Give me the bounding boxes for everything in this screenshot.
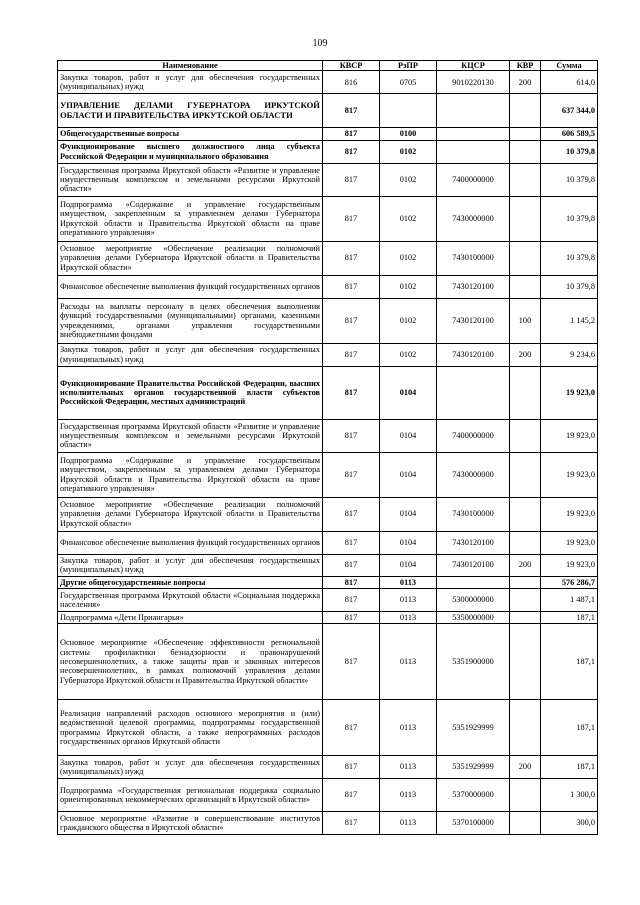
cell-kcsr: 7430100000 — [437, 497, 510, 531]
cell-sum: 187,1 — [541, 700, 598, 756]
cell-kvr — [510, 779, 541, 812]
cell-name: Финансовое обеспечение выполнения функций государственных органов — [58, 531, 323, 554]
table-row — [58, 241, 598, 275]
cell-kcsr: 5351929999 — [437, 700, 510, 756]
cell-name: Подпрограмма «Содержание и управление государственным имуществом, закрепленным за управлением делами Губернатора Иркутской области и Правительства Иркутской области на праве оперативного управления» — [58, 452, 323, 497]
cell-rzpr: 0705 — [380, 71, 437, 94]
table-row — [58, 71, 598, 94]
cell-rzpr: 0102 — [380, 343, 437, 366]
cell-rzpr: 0113 — [380, 812, 437, 835]
table-row — [58, 779, 598, 812]
cell-kvr: 200 — [510, 756, 541, 779]
cell-name: Закупка товаров, работ и услуг для обеспечения государственных (муниципальных) нужд — [58, 554, 323, 576]
cell-kvr — [510, 241, 541, 275]
header-name: Наименование — [58, 61, 323, 71]
table-row — [58, 196, 598, 241]
cell-kvr: 100 — [510, 298, 541, 343]
cell-sum: 19 923,0 — [541, 366, 598, 419]
cell-name: УПРАВЛЕНИЕ ДЕЛАМИ ГУБЕРНАТОРА ИРКУТСКОЙ ОБЛАСТИ И ПРАВИТЕЛЬСТВА ИРКУТСКОЙ ОБЛАСТИ — [58, 94, 323, 128]
table-row — [58, 94, 598, 128]
table-row — [58, 611, 598, 623]
cell-kvsr: 817 — [323, 241, 380, 275]
cell-rzpr: 0113 — [380, 576, 437, 588]
cell-sum: 187,1 — [541, 756, 598, 779]
cell-kvsr: 817 — [323, 298, 380, 343]
cell-sum: 637 344,0 — [541, 94, 598, 128]
cell-name: Основное мероприятие «Развитие и совершенствование институтов гражданского общества в Иркутской области» — [58, 812, 323, 835]
cell-kcsr: 7430100000 — [437, 241, 510, 275]
cell-kvr: 200 — [510, 71, 541, 94]
cell-rzpr: 0104 — [380, 452, 437, 497]
cell-sum: 10 379,8 — [541, 241, 598, 275]
cell-kcsr: 7430120100 — [437, 275, 510, 298]
cell-rzpr: 0113 — [380, 611, 437, 623]
cell-rzpr: 0102 — [380, 275, 437, 298]
table-row — [58, 419, 598, 452]
cell-rzpr: 0113 — [380, 756, 437, 779]
cell-name: Основное мероприятие «Обеспечение реализации полномочий управления делами Губернатора Иркутской области и Правительства Иркутской области» — [58, 241, 323, 275]
cell-kvsr: 817 — [323, 700, 380, 756]
cell-kvsr: 817 — [323, 366, 380, 419]
cell-name: Государственная программа Иркутской области «Развитие и управление имущественным комплексом и земельными ресурсами Иркутской области» — [58, 163, 323, 196]
cell-rzpr: 0102 — [380, 163, 437, 196]
cell-kcsr: 5370100000 — [437, 812, 510, 835]
table-row — [58, 554, 598, 576]
cell-sum: 10 379,8 — [541, 163, 598, 196]
table-row — [58, 756, 598, 779]
cell-name: Подпрограмма «Дети Приангарья» — [58, 611, 323, 623]
cell-kvr — [510, 812, 541, 835]
cell-name: Основное мероприятие «Обеспечение реализации полномочий управления делами Губернатора Иркутской области и Правительства Иркутской области» — [58, 497, 323, 531]
cell-rzpr: 0104 — [380, 531, 437, 554]
cell-kcsr: 7400000000 — [437, 163, 510, 196]
table-row — [58, 624, 598, 700]
cell-sum: 10 379,8 — [541, 140, 598, 163]
cell-kvr — [510, 163, 541, 196]
cell-name: Закупка товаров, работ и услуг для обеспечения государственных (муниципальных) нужд — [58, 343, 323, 366]
cell-kvr — [510, 700, 541, 756]
cell-kcsr: 7430000000 — [437, 452, 510, 497]
table-row — [58, 366, 598, 419]
cell-kvsr: 817 — [323, 128, 380, 140]
cell-kvsr: 817 — [323, 554, 380, 576]
cell-kcsr — [437, 366, 510, 419]
cell-rzpr: 0102 — [380, 196, 437, 241]
cell-rzpr: 0113 — [380, 779, 437, 812]
cell-kvsr: 817 — [323, 196, 380, 241]
cell-sum: 1 145,2 — [541, 298, 598, 343]
budget-table — [57, 60, 598, 835]
table-row — [58, 531, 598, 554]
cell-rzpr: 0100 — [380, 128, 437, 140]
cell-kvr — [510, 128, 541, 140]
cell-kcsr: 5350000000 — [437, 611, 510, 623]
cell-kcsr — [437, 576, 510, 588]
cell-sum: 187,1 — [541, 611, 598, 623]
cell-kvr — [510, 275, 541, 298]
cell-sum: 10 379,8 — [541, 196, 598, 241]
cell-rzpr: 0102 — [380, 140, 437, 163]
cell-name: Другие общегосударственные вопросы — [58, 576, 323, 588]
cell-kvsr: 817 — [323, 624, 380, 700]
table-row — [58, 497, 598, 531]
cell-rzpr: 0113 — [380, 624, 437, 700]
cell-kvsr: 817 — [323, 343, 380, 366]
cell-rzpr: 0102 — [380, 298, 437, 343]
cell-kvsr: 817 — [323, 531, 380, 554]
cell-sum: 614,0 — [541, 71, 598, 94]
cell-kvr — [510, 140, 541, 163]
table-row — [58, 128, 598, 140]
cell-kvsr: 817 — [323, 94, 380, 128]
cell-name: Расходы на выплаты персоналу в целях обеспечения выполнения функций государственными (муниципальными) органами, казенными учреждениями, органами управления государственными внебюджетными фондами — [58, 298, 323, 343]
cell-rzpr: 0104 — [380, 497, 437, 531]
cell-kvsr: 817 — [323, 588, 380, 611]
cell-kvr — [510, 94, 541, 128]
cell-kvsr: 817 — [323, 611, 380, 623]
table-row — [58, 700, 598, 756]
cell-rzpr: 0113 — [380, 588, 437, 611]
cell-kvr: 200 — [510, 554, 541, 576]
cell-kvr — [510, 366, 541, 419]
table-row — [58, 275, 598, 298]
cell-name: Функционирование высшего должностного лица субъекта Российской Федерации и муниципального образования — [58, 140, 323, 163]
table-row — [58, 588, 598, 611]
cell-rzpr: 0113 — [380, 700, 437, 756]
header-kvsr: КВСР — [323, 61, 380, 71]
cell-sum: 19 923,0 — [541, 497, 598, 531]
cell-kcsr: 7430120100 — [437, 298, 510, 343]
cell-name: Государственная программа Иркутской области «Социальная поддержка населения» — [58, 588, 323, 611]
cell-sum: 19 923,0 — [541, 554, 598, 576]
table-row — [58, 812, 598, 835]
cell-kcsr: 9010220130 — [437, 71, 510, 94]
cell-name: Закупка товаров, работ и услуг для обеспечения государственных (муниципальных) нужд — [58, 756, 323, 779]
cell-kvsr: 817 — [323, 163, 380, 196]
cell-kcsr: 7430120100 — [437, 531, 510, 554]
cell-kvsr: 817 — [323, 140, 380, 163]
cell-kcsr: 5370000000 — [437, 779, 510, 812]
cell-name: Реализация направлений расходов основного мероприятия и (или) ведомственной целевой программы, подпрограммы государственной программы Иркутской области, а также непрограммных расходов государственных органов Иркутской области — [58, 700, 323, 756]
cell-rzpr: 0104 — [380, 366, 437, 419]
header-sum: Сумма — [541, 61, 598, 71]
cell-kvr — [510, 531, 541, 554]
cell-sum: 9 234,6 — [541, 343, 598, 366]
table-row — [58, 298, 598, 343]
cell-kvr — [510, 196, 541, 241]
cell-kvsr: 817 — [323, 452, 380, 497]
cell-kcsr — [437, 140, 510, 163]
header-rzpr: РзПР — [380, 61, 437, 71]
cell-kvr — [510, 419, 541, 452]
table-row — [58, 343, 598, 366]
cell-kcsr: 5351929999 — [437, 756, 510, 779]
header-kvr: КВР — [510, 61, 541, 71]
cell-kcsr: 7430000000 — [437, 196, 510, 241]
cell-name: Финансовое обеспечение выполнения функций государственных органов — [58, 275, 323, 298]
cell-sum: 1 300,0 — [541, 779, 598, 812]
cell-rzpr: 0104 — [380, 554, 437, 576]
cell-kcsr: 7430120100 — [437, 554, 510, 576]
cell-kcsr — [437, 128, 510, 140]
cell-kcsr: 7400000000 — [437, 419, 510, 452]
cell-kvr — [510, 588, 541, 611]
cell-kvr: 200 — [510, 343, 541, 366]
table-row — [58, 452, 598, 497]
table-header-row — [58, 61, 598, 71]
cell-kvsr: 817 — [323, 812, 380, 835]
cell-kvsr: 817 — [323, 576, 380, 588]
cell-sum: 187,1 — [541, 624, 598, 700]
cell-kvsr: 817 — [323, 275, 380, 298]
cell-sum: 606 589,5 — [541, 128, 598, 140]
cell-name: Основное мероприятие «Обеспечение эффективности региональной системы профилактики безнадзорности и правонарушений несовершеннолетних, а также защиты прав и законных интересов несовершеннолетних, в рамках полномочий управления делами Губернатора Иркутской области и Правительства Иркутской области» — [58, 624, 323, 700]
cell-kcsr — [437, 94, 510, 128]
cell-kvsr: 817 — [323, 419, 380, 452]
cell-sum: 19 923,0 — [541, 452, 598, 497]
table-row — [58, 163, 598, 196]
cell-kvr — [510, 497, 541, 531]
cell-kvr — [510, 611, 541, 623]
cell-name: Общегосударственные вопросы — [58, 128, 323, 140]
cell-sum: 576 286,7 — [541, 576, 598, 588]
cell-sum: 1 487,1 — [541, 588, 598, 611]
cell-kvsr: 817 — [323, 756, 380, 779]
table-row — [58, 576, 598, 588]
cell-kvr — [510, 576, 541, 588]
cell-kvsr: 816 — [323, 71, 380, 94]
cell-kvr — [510, 452, 541, 497]
cell-sum: 19 923,0 — [541, 419, 598, 452]
table-row — [58, 140, 598, 163]
cell-rzpr: 0104 — [380, 419, 437, 452]
page-number: 109 — [312, 38, 328, 49]
cell-rzpr: 0102 — [380, 241, 437, 275]
cell-sum: 300,0 — [541, 812, 598, 835]
cell-name: Государственная программа Иркутской области «Развитие и управление имущественным комплексом и земельными ресурсами Иркутской области» — [58, 419, 323, 452]
cell-sum: 19 923,0 — [541, 531, 598, 554]
cell-name: Подпрограмма «Содержание и управление государственным имуществом, закрепленным за управлением делами Губернатора Иркутской области и Правительства Иркутской области на праве оперативного управления» — [58, 196, 323, 241]
cell-kvsr: 817 — [323, 779, 380, 812]
header-kcsr: КЦСР — [437, 61, 510, 71]
cell-name: Функционирование Правительства Российской Федерации, высших исполнительных органов государственной власти субъектов Российской Федерации, местных администраций — [58, 366, 323, 419]
cell-name: Закупка товаров, работ и услуг для обеспечения государственных (муниципальных) нужд — [58, 71, 323, 94]
cell-rzpr — [380, 94, 437, 128]
cell-kcsr: 7430120100 — [437, 343, 510, 366]
cell-kcsr: 5300000000 — [437, 588, 510, 611]
cell-kvr — [510, 624, 541, 700]
cell-sum: 10 379,8 — [541, 275, 598, 298]
cell-name: Подпрограмма «Государственная региональная поддержка социально ориентированных некоммерческих организаций в Иркутской области» — [58, 779, 323, 812]
cell-kcsr: 5351900000 — [437, 624, 510, 700]
table-body — [58, 71, 598, 835]
cell-kvsr: 817 — [323, 497, 380, 531]
